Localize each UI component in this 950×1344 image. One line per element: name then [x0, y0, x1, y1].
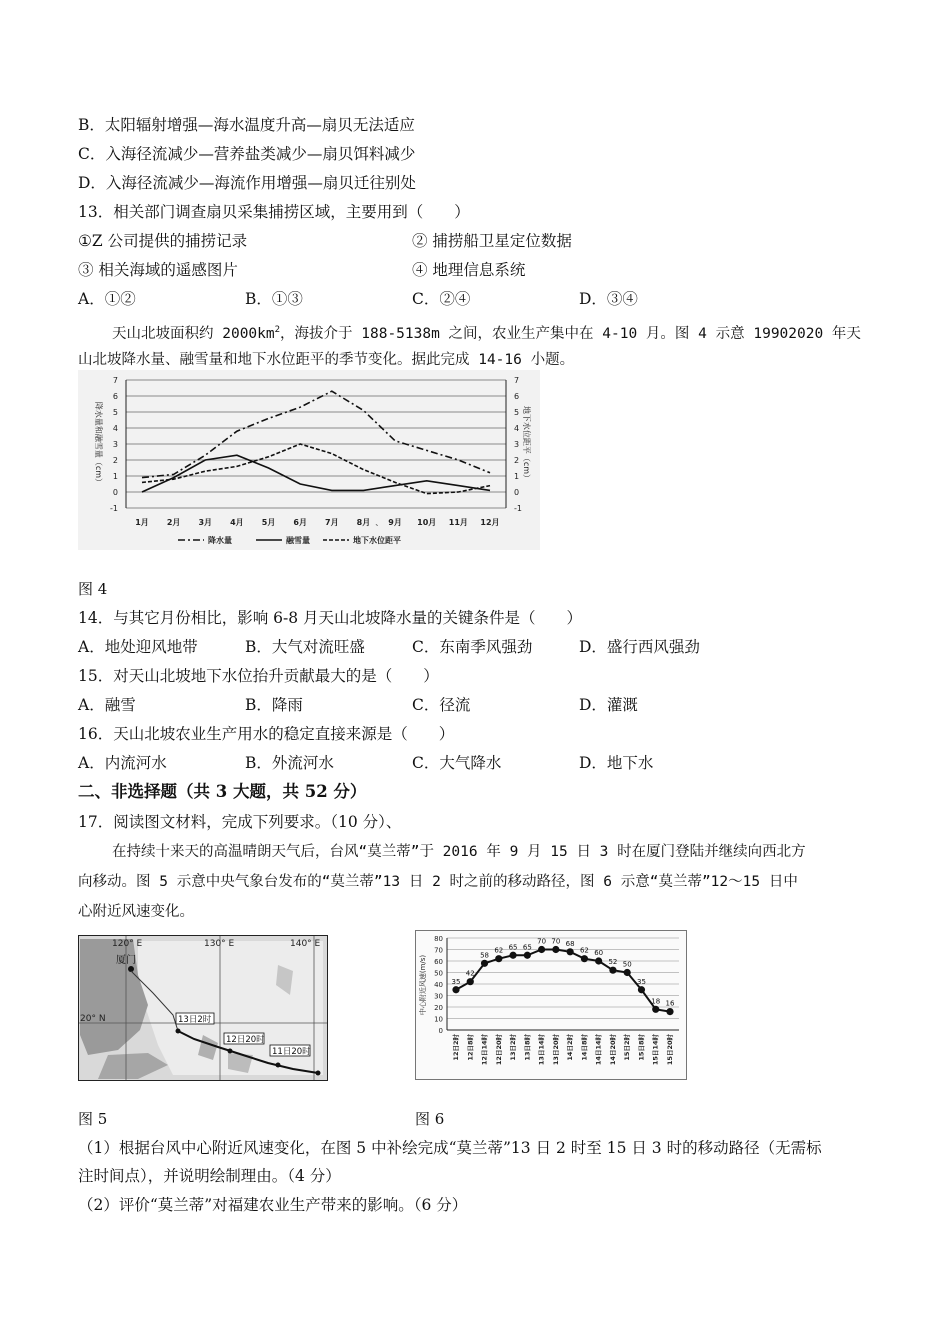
- track-label-11d20h: 11日20时: [272, 1047, 311, 1057]
- fig4-left-tick: 3: [112, 440, 118, 449]
- fig4-right-tick: 4: [514, 424, 520, 433]
- fig6-y-tick: 70: [434, 946, 443, 955]
- fig6-data-label: 18: [651, 997, 661, 1006]
- q14-option-a: A．地处迎风地带: [78, 638, 198, 656]
- track-label-13d2h: 13日2时: [178, 1015, 212, 1025]
- fig4-chart: [78, 370, 540, 550]
- fig6-x-tick: 15日2时: [623, 1034, 632, 1061]
- section2-title: 二、非选择题（共 3 大题，共 52 分）: [78, 782, 367, 801]
- fig6-point: [595, 957, 602, 964]
- q17-sub2: （2）评价“莫兰蒂”对福建农业生产带来的影响。（6 分）: [78, 1196, 468, 1214]
- fig4-left-tick: 4: [112, 424, 118, 433]
- fig6-data-label: 16: [665, 999, 675, 1008]
- fig6-data-label: 70: [537, 937, 547, 946]
- q15-option-a: A．融雪: [78, 696, 136, 714]
- fig6-data-label: 58: [480, 951, 489, 960]
- fig6-point: [538, 946, 545, 953]
- q12-option-b: B．太阳辐射增强—海水温度升高—扇贝无法适应: [78, 116, 415, 134]
- track-label-12d20h: 12日20时: [226, 1035, 265, 1045]
- fig6-data-label: 42: [465, 969, 475, 978]
- fig4-legend-label: 降水量: [208, 536, 232, 545]
- q13-option-b: B．①③: [245, 290, 303, 308]
- fig4-x-tick: 1月: [135, 518, 149, 527]
- fig4-right-tick: 7: [514, 376, 520, 385]
- fig6-point: [467, 978, 474, 985]
- q16-option-d: D．地下水: [579, 754, 654, 772]
- q17-stem: 17．阅读图文材料，完成下列要求。（10 分）、: [78, 813, 402, 831]
- track-point-end: [316, 1071, 321, 1076]
- fig6-x-tick: 14日8时: [580, 1034, 589, 1061]
- fig4-x-tick: 12月: [480, 518, 500, 527]
- fig4-x-tick-separator: 、: [375, 518, 384, 527]
- fig4-x-tick: 6月: [293, 518, 307, 527]
- fig6-data-label: 60: [594, 949, 604, 957]
- fig6-x-tick: 15日20时: [666, 1034, 674, 1066]
- fig6-y-tick: 40: [434, 981, 443, 989]
- fig6-y-tick: 50: [434, 969, 443, 978]
- q14-option-b: B．大气对流旺盛: [245, 638, 365, 656]
- fig6-point: [452, 986, 459, 993]
- q15-option-c: C．径流: [412, 696, 471, 714]
- fig4-right-tick: 2: [514, 456, 520, 465]
- fig6-point: [666, 1008, 673, 1015]
- fig6-x-tick: 13日20时: [551, 1034, 560, 1066]
- fig4-x-tick: 7月: [325, 518, 339, 527]
- fig6-chart: [415, 930, 687, 1080]
- q12-option-c: C．入海径流减少—营养盐类减少—扇贝饵料减少: [78, 145, 416, 163]
- lon-120-label: 120° E: [112, 939, 143, 949]
- fig4-x-tick: 2月: [166, 518, 181, 527]
- fig4-x-tick: 11月: [448, 518, 468, 527]
- track-point-13d2h: [176, 1029, 181, 1034]
- fig6-data-label: 35: [451, 977, 461, 986]
- q16-option-c: C．大气降水: [412, 754, 502, 772]
- fig4-left-tick: 2: [112, 456, 118, 465]
- fig6-point: [552, 946, 559, 953]
- fig4-legend-label: 融雪量: [286, 536, 310, 545]
- q13-item-2: ② 捕捞船卫星定位数据: [412, 232, 572, 250]
- q17-passage-line2: 向移动。图 5 示意中央气象台发布的“莫兰蒂”13 日 2 时之前的移动路径，图 6 示意“莫兰蒂”12～15 日中: [78, 874, 798, 890]
- fig6-x-tick: 12日14时: [480, 1034, 489, 1066]
- fig6-x-tick: 13日14时: [537, 1034, 546, 1066]
- q15-stem: 15．对天山北坡地下水位抬升贡献最大的是（ ）: [78, 667, 439, 685]
- lon-130-label: 130° E: [204, 939, 235, 949]
- fig6-x-tick: 14日14时: [594, 1034, 603, 1066]
- fig6-point: [509, 952, 516, 959]
- fig6-x-tick: 13日2时: [509, 1034, 518, 1061]
- fig4-left-tick: 6: [112, 392, 118, 401]
- fig6-x-tick: 14日2时: [566, 1034, 575, 1061]
- fig6-y-tick: 80: [434, 935, 443, 943]
- fig6-point: [581, 955, 588, 962]
- fig6-y-tick: 30: [434, 992, 443, 1001]
- q17-sub1-line1: （1）根据台风中心附近风速变化，在图 5 中补绘完成“莫兰蒂”13 日 2 时至 15 日 3 时的移动路径（无需标: [78, 1139, 822, 1157]
- lon-140-label: 140° E: [290, 939, 321, 949]
- fig5-label: 图 5: [78, 1110, 108, 1128]
- q17-passage-line1: 在持续十来天的高温晴朗天气后，台风“莫兰蒂”于 2016 年 9 月 15 日 3 时在厦门登陆并继续向西北方: [112, 844, 806, 860]
- fig6-label: 图 6: [415, 1110, 445, 1128]
- fig5-map: [78, 935, 328, 1081]
- fig4-x-tick: 5月: [261, 518, 276, 527]
- fig6-x-tick: 15日14时: [651, 1034, 660, 1066]
- q14-option-d: D．盛行西风强劲: [579, 638, 700, 656]
- q14-stem: 14．与其它月份相比，影响 6-8 月天山北坡降水量的关键条件是（ ）: [78, 609, 583, 627]
- q13-option-c: C．②④: [412, 290, 471, 308]
- fig6-data-label: 62: [494, 946, 504, 955]
- fig6-point: [609, 967, 616, 974]
- fig4-right-tick: -1: [514, 504, 522, 513]
- q13-stem: 13．相关部门调查扇贝采集捕捞区域，主要用到（ ）: [78, 203, 470, 221]
- fig6-ylabel: 中心附近风速(m/s): [419, 954, 427, 1016]
- fig6-data-label: 70: [551, 937, 561, 946]
- fig4-right-tick: 6: [514, 392, 520, 401]
- fig6-y-tick: 0: [438, 1027, 443, 1035]
- fig6-x-tick: 12日20时: [494, 1034, 503, 1066]
- fig4-x-tick: 4月: [230, 518, 244, 527]
- fig6-y-tick: 10: [434, 1015, 443, 1024]
- passage1-line2: 山北坡降水量、融雪量和地下水位距平的季节变化。据此完成 14-16 小题。: [78, 352, 575, 368]
- fig4-x-tick: 8月: [356, 518, 371, 527]
- q16-option-b: B．外流河水: [245, 754, 334, 772]
- fig6-data-label: 52: [608, 958, 618, 967]
- fig4-right-tick: 5: [514, 408, 520, 417]
- fig4-x-tick: 3月: [198, 518, 213, 527]
- fig6-x-tick: 13日8时: [523, 1034, 532, 1061]
- fig6-point: [524, 952, 531, 959]
- fig4-left-tick: 7: [112, 376, 118, 385]
- fig6-data-label: 35: [637, 977, 646, 986]
- fig6-data-label: 62: [579, 946, 589, 955]
- fig4-right-ylabel: 地下水位距平（cm）: [522, 405, 531, 483]
- q13-item-3: ③ 相关海域的遥感图片: [78, 261, 238, 279]
- q13-item-4: ④ 地理信息系统: [412, 261, 526, 279]
- fig4-right-tick: 0: [514, 488, 520, 497]
- fig6-point: [624, 969, 631, 976]
- q14-option-c: C．东南季风强劲: [412, 638, 533, 656]
- q13-option-a: A．①②: [78, 290, 136, 308]
- lat-20-label: 20° N: [80, 1014, 106, 1024]
- fig6-x-tick: 15日8时: [637, 1034, 646, 1061]
- fig6-y-tick: 60: [434, 958, 443, 966]
- q13-option-d: D．③④: [579, 290, 638, 308]
- q16-stem: 16．天山北坡农业生产用水的稳定直接来源是（ ）: [78, 725, 455, 743]
- fig6-point: [652, 1006, 659, 1013]
- track-point-12d20h: [228, 1049, 233, 1054]
- fig6-y-tick: 20: [434, 1004, 443, 1012]
- fig4-left-tick: -1: [110, 504, 118, 513]
- q17-sub1-line2: 注时间点），并说明绘制理由。（4 分）: [78, 1167, 341, 1185]
- fig4-legend-label: 地下水位距平: [353, 536, 401, 545]
- fig4-left-tick: 5: [112, 408, 118, 417]
- fig6-point: [495, 955, 502, 962]
- xiamen-label: 厦门: [116, 955, 136, 966]
- fig6-x-tick: 12日2时: [452, 1034, 460, 1061]
- q15-option-b: B．降雨: [245, 696, 303, 714]
- track-point-11d20h: [276, 1063, 281, 1068]
- fig6-data-label: 50: [622, 960, 632, 969]
- fig4-left-tick: 0: [112, 488, 118, 497]
- passage1-line1: 天山北坡面积约 $2000km^2$，海拔介于 188-5138m 之间，农业生产集中在 4-10 月。图 4 示意 19902020 年天: [112, 325, 861, 342]
- fig6-x-tick: 14日20时: [608, 1034, 617, 1066]
- q12-option-d: D．入海径流减少—海流作用增强—扇贝迁往别处: [78, 174, 416, 192]
- fig6-data-label: 65: [522, 943, 532, 952]
- fig4-right-tick: 1: [514, 472, 520, 481]
- q13-item-1: ①Z 公司提供的捕捞记录: [78, 232, 248, 250]
- fig6-point: [481, 960, 488, 967]
- fig6-point: [638, 986, 645, 993]
- fig6-data-label: 68: [565, 939, 575, 948]
- fig4-x-tick: 10月: [417, 518, 437, 527]
- q17-passage-line3: 心附近风速变化。: [78, 904, 194, 920]
- fig4-label: 图 4: [78, 580, 108, 598]
- fig4-left-tick: 1: [112, 472, 118, 481]
- fig4-right-tick: 3: [514, 440, 520, 449]
- fig6-point: [567, 948, 574, 955]
- q16-option-a: A．内流河水: [78, 754, 167, 772]
- q15-option-d: D．灌溉: [579, 696, 638, 714]
- fig6-data-label: 65: [508, 943, 518, 952]
- fig6-x-tick: 12日8时: [466, 1034, 475, 1061]
- fig4-x-tick: 9月: [388, 518, 402, 527]
- fig4-left-ylabel: 降水量和融雪量（cm）: [94, 401, 103, 487]
